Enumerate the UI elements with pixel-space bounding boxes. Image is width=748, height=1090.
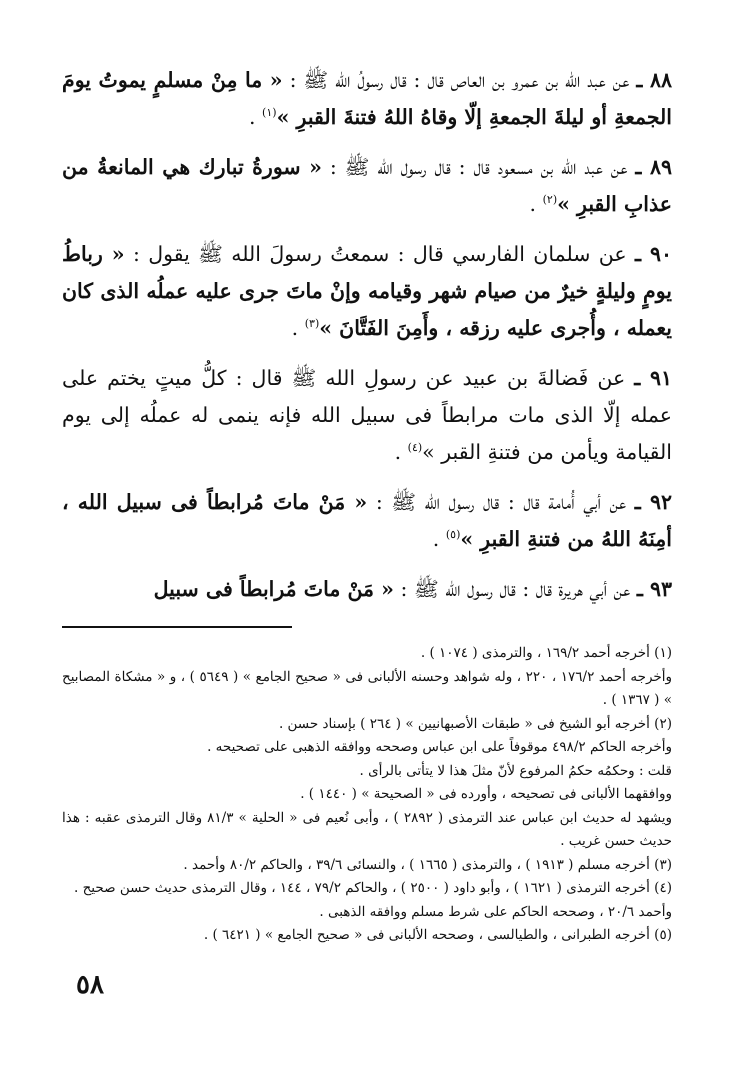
hadith-number: ٨٨ ـ	[636, 68, 672, 92]
hadith-chain: عن عبد الله بن مسعود قال : قال رسول الله ﷺ :	[329, 155, 628, 179]
hadith-chain: عن سلمان الفارسي قال : سمعتُ رسولَ الله ﷺ يقول :	[132, 242, 627, 266]
hadith-text: « ما مِنْ مسلمٍ يموتُ يومَ الجمعةِ أو ليلةَ الجمعةِ إلّا وقاهُ اللهُ فتنةَ القبرِ »	[62, 68, 672, 129]
footnote-line: ووافقهما الألبانى فى تصحيحه ، وأورده فى « الصحيحة » ( ١٤٤٠ ) .	[300, 786, 672, 802]
hadith-92	[62, 484, 672, 558]
footnote-divider	[62, 626, 292, 628]
page-body	[62, 62, 672, 948]
hadith-91	[62, 360, 672, 471]
hadith-number: ٨٩ ـ	[635, 155, 672, 179]
footnote-line: (٥) أخرجه الطبرانى ، والطيالسى ، وصححه الألبانى فى « صحيح الجامع » ( ٦٤٢١ ) .	[203, 927, 672, 943]
hadith-text: « رباطُ يومٍ وليلةٍ خيرٌ من صيام شهر وقيامه وإنْ ماتَ جرى عليه عملُه الذى كان يعمله ، وأُجرى عليه رزقه ، وأَمِنَ الفَتَّانَ »	[62, 242, 672, 340]
footnote-line: (٢) أخرجه أبو الشيخ فى « طبقات الأصبهانيين » ( ٢٦٤ ) بإسناد حسن .	[278, 715, 672, 732]
hadith-end: .	[249, 105, 263, 129]
footnote-line: وأخرجه الحاكم ٤٩٨/٢ موقوفاً على ابن عباس وصححه ووافقه الذهبى على تصحيحه .	[207, 739, 672, 755]
hadith-text: « مَنْ ماتَ مُرابطاً فى سبيل	[153, 577, 394, 601]
footnote-line: (٣) أخرجه مسلم ( ١٩١٣ ) ، والترمذى ( ١٦٦٥ ) ، والنسائى ٣٩/٦ ، والحاكم ٨٠/٢ وأحمد .	[183, 856, 672, 873]
footnote-line: (١) أخرجه أحمد ١٦٩/٢ ، والترمذى ( ١٠٧٤ ) .	[420, 645, 672, 661]
hadith-number: ٩١ ـ	[634, 366, 672, 390]
hadith-end: .	[394, 440, 408, 464]
footnote-ref: (٢)	[542, 193, 558, 207]
footnote-line: (٤) أخرجه الترمذى ( ١٦٢١ ) ، وأبو داود ( ٢٥٠٠ ) ، والحاكم ٧٩/٢ ، ١٤٤ ، وقال الترمذى حديث حسن صحيح .	[73, 880, 672, 896]
hadith-text: كلُّ ميتٍ يختم على عمله إلّا الذى مات مرابطاً فى سبيل الله فإنه ينمى له عملُه إلى يوم القيامة ويأمن من فتنةِ القبر »	[62, 366, 672, 464]
hadith-chain: عن أبي أُمامة قال : قال رسول الله ﷺ :	[375, 490, 627, 514]
hadith-number: ٩٣ ـ	[636, 577, 672, 601]
footnote-ref: (٣)	[304, 317, 320, 331]
hadith-end: .	[291, 316, 305, 340]
hadith-text: « مَنْ ماتَ مُرابطاً فى سبيل الله ، أمِنَهُ اللهُ من فتنةِ القبرِ »	[62, 490, 672, 551]
footnote-ref: (٥)	[445, 528, 461, 542]
hadith-88	[62, 62, 672, 136]
footnote-line: وأحمد ٢٠/٦ ، وصححه الحاكم على شرط مسلم ووافقه الذهبى .	[319, 903, 672, 920]
page-number: ٥٨	[76, 970, 104, 1000]
footnotes	[62, 642, 672, 948]
hadith-number: ٩٠ ـ	[634, 242, 672, 266]
hadith-number: ٩٢ ـ	[634, 490, 672, 514]
footnote-ref: (١)	[262, 106, 277, 120]
hadith-chain: عن أبي هريرة قال : قال رسول الله ﷺ :	[400, 577, 631, 601]
footnote-line: ويشهد له حديث ابن عباس عند الترمذى ( ٢٨٩٢ ) ، وأبى نُعيم فى « الحلية » ٨١/٣ وقال الترمذى عقبه : هذا حديث حسن غريب .	[62, 809, 673, 849]
hadith-chain: عن عبد الله بن عمرو بن العاص قال : قال رسولُ الله ﷺ :	[289, 68, 630, 92]
hadith-93	[62, 571, 672, 608]
hadith-end: .	[529, 192, 543, 216]
hadith-90	[62, 236, 672, 347]
footnote-line: قلت : وحكمُه حكمُ المرفوع لأنّ مثلَ هذا لا يتأتى بالرأى .	[359, 762, 672, 779]
hadith-end: .	[432, 527, 446, 551]
hadith-89	[62, 149, 672, 223]
footnote-ref: (٤)	[407, 441, 423, 455]
footnote-line: وأخرجه أحمد ١٧٦/٢ ، ٢٢٠ ، وله شواهد وحسنه الألبانى فى « صحيح الجامع » ( ٥٦٤٩ ) ، و « مشكاة المصابيح » ( ١٣٦٧ ) .	[62, 668, 673, 708]
hadith-text: « سورةُ تبارك هي المانعةُ من عذابِ القبرِ »	[62, 155, 672, 216]
hadith-chain: عن فَضالةَ بن عبيد عن رسولِ الله ﷺ قال :	[235, 366, 626, 390]
